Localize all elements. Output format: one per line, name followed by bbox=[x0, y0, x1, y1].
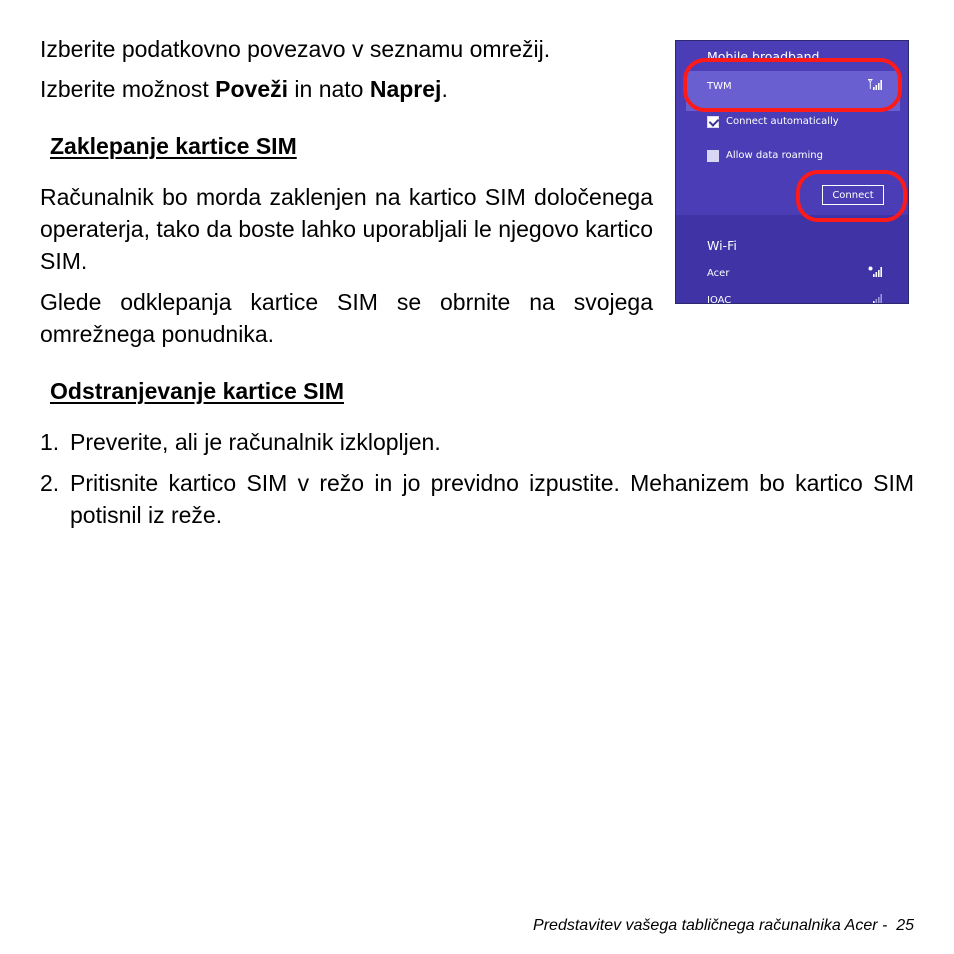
highlight-ring-connect bbox=[796, 170, 907, 222]
section-heading-sim-lock: Zaklepanje kartice SIM bbox=[50, 133, 297, 159]
connect-automatically-label: Connect automatically bbox=[726, 116, 839, 127]
wifi-network-acer[interactable]: Acer bbox=[707, 268, 730, 279]
highlight-ring-network bbox=[683, 58, 902, 112]
connect-automatically-checkbox[interactable] bbox=[707, 116, 719, 128]
connect-button[interactable]: Connect bbox=[822, 185, 884, 205]
allow-roaming-checkbox[interactable] bbox=[707, 150, 719, 162]
sim-lock-paragraph-1: Računalnik bo morda zaklenjen na kartico SIM določenega operaterja, tako da boste lahko uporabljali le njegovo kartico SIM. bbox=[40, 184, 653, 274]
step-item-1 bbox=[40, 426, 914, 458]
step-text: Pritisnite kartico SIM v režo in jo previdno izpustite. Mehanizem bo kartico SIM potisnil iz reže. bbox=[70, 470, 914, 528]
network-name-twm[interactable]: TWM bbox=[707, 81, 732, 92]
intro-line-2 bbox=[40, 73, 448, 105]
step-item-2 bbox=[40, 467, 914, 531]
next-term: Naprej bbox=[369, 76, 442, 102]
section-heading-sim-removal: Odstranjevanje kartice SIM bbox=[50, 378, 345, 404]
intro-line-2-pre: Izberite možnost bbox=[40, 76, 216, 102]
step-number: 1. bbox=[40, 429, 60, 455]
wifi-section-band bbox=[676, 215, 908, 304]
intro-line-1: Izberite podatkovno povezavo v seznamu omrežij. bbox=[40, 36, 551, 62]
connect-term: Poveži bbox=[215, 76, 289, 102]
mobile-broadband-title: Mobile broadband bbox=[707, 49, 820, 64]
wifi-signal-weak-icon bbox=[868, 293, 882, 304]
wifi-network-ioac[interactable]: IOAC bbox=[707, 295, 732, 304]
wifi-signal-icon bbox=[868, 266, 882, 277]
intro-line-2-post: . bbox=[441, 76, 448, 102]
allow-roaming-label: Allow data roaming bbox=[726, 150, 823, 161]
step-number: 2. bbox=[40, 470, 60, 496]
intro-line-2-mid: in nato bbox=[288, 76, 370, 102]
page-footer: Predstavitev vašega tabličnega računalnika Acer - 25 bbox=[533, 917, 914, 934]
wifi-title: Wi-Fi bbox=[707, 238, 737, 253]
sim-lock-paragraph-2: Glede odklepanja kartice SIM se obrnite na svojega omrežnega ponudnika. bbox=[40, 289, 653, 347]
step-text: Preverite, ali je računalnik izklopljen. bbox=[70, 429, 441, 455]
